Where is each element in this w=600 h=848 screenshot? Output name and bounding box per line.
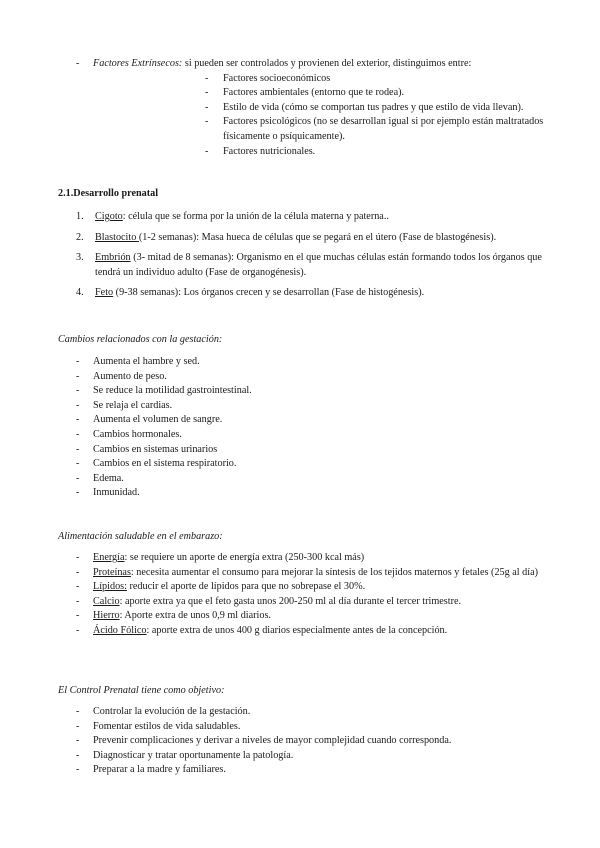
prenatal-control-list [0,705,600,778]
nutrient-text: : Aporte extra de unos 0,9 ml diarios. [119,610,271,622]
list-item: - Controlar la evolución de la gestación. [0,705,600,720]
list-item: - Aumenta el volumen de sangre. [0,413,600,428]
list-item: - Prevenir complicaciones y derivar a niveles de mayor complejidad cuando corresponda. [0,734,600,749]
prenatal-control-list-block [0,705,600,778]
subsection-title: Alimentación saludable en el embarazo: [58,531,223,542]
stage-number: 1. [76,211,84,222]
nutrient-term: Proteínas [93,566,131,578]
nutrient-term: Energía [93,552,125,563]
extrinsic-factors-text: si pueden ser controlados y provienen del exterior, distinguimos entre: [182,58,472,69]
list-item: - Se relaja el cardias. [0,399,600,414]
list-item: - Aumento de peso. [0,370,600,385]
stage-text: : célula que se forma por la unión de la célula materna y paterna.. [122,211,389,222]
nutrition-list-block [0,551,600,639]
list-item: - Aumenta el hambre y sed. [0,355,600,370]
stage-term: Cigoto [95,211,123,222]
nutrient-text: reducir el aporte de lípidos para que no sobrepase el 30%. [126,581,366,593]
list-item [0,624,600,639]
nutrient-term: Calcio [93,595,120,607]
stage-text: (1-2 semanas): Masa hueca de células que se pegará en el útero (Fase de blastogénesis). [138,231,497,243]
list-item: - Edema. [0,472,600,487]
nutrition-list [0,551,600,639]
extrinsic-factors-list [93,72,600,160]
section-heading: 2.1.Desarrollo prenatal [58,188,159,199]
list-item [0,580,600,595]
nutrient-term: Ácido Fólico [93,624,147,636]
list-item: - Cambios hormonales. [0,428,600,443]
extrinsic-factors-section [0,57,600,159]
list-item [0,551,600,566]
nutrient-text: : aporte extra ya que el feto gasta unos 200-250 ml al día durante el tercer trimestre. [119,595,462,607]
subsection-title: El Control Prenatal tiene como objetivo: [58,685,225,696]
list-item: - Factores ambientales (entorno que te rodea). [93,86,600,101]
stage-number: 2. [76,231,84,243]
changes-list-block [0,355,600,501]
stage-item [0,231,600,246]
changes-section [0,333,600,348]
list-item: - Inmunidad. [0,486,600,501]
list-item: - Factores psicológicos (no se desarrollan igual si por ejemplo están maltratados físicamente o psíquicamente). [93,115,600,144]
changes-list [0,355,600,501]
nutrition-section [0,530,600,545]
list-item [0,566,600,581]
prenatal-control-section [0,684,600,699]
nutrient-text: : se requiere un aporte de energía extra (250-300 kcal más) [124,552,365,563]
list-item: - Preparar a la madre y familiares. [0,763,600,778]
stage-item [0,251,600,280]
subsection-title: Cambios relacionados con la gestación: [58,334,223,345]
stage-item [0,210,600,225]
list-item [0,609,600,624]
extrinsic-factors-title: Factores Extrínsecos: [93,58,183,69]
list-item: - Factores nutricionales. [93,145,600,160]
list-item: - Se reduce la motilidad gastrointestinal. [0,384,600,399]
stage-item [0,286,600,301]
stage-term: Embrión [95,252,131,264]
nutrient-term: Hierro [93,610,120,622]
list-item: - Factores socioeconómicos [93,72,600,87]
list-item: - Diagnosticar y tratar oportunamente la patología. [0,749,600,764]
list-item [0,595,600,610]
stage-term: Blastocito [95,231,139,243]
prenatal-stages [0,210,600,307]
stage-number: 3. [76,252,84,264]
stage-number: 4. [76,287,84,299]
list-item: - Fomentar estilos de vida saludables. [0,720,600,735]
nutrient-term: Lípidos: [93,581,127,593]
nutrient-text: : necesita aumentar el consumo para mejorar la síntesis de los tejidos maternos y fetales (25g al día) [130,566,539,578]
list-item: - Estilo de vida (cómo se comportan tus padres y que estilo de vida llevan). [93,101,600,116]
nutrient-text: : aporte extra de unos 400 g diarios especialmente antes de la concepción. [146,624,448,636]
list-item: - Cambios en sistemas urinarios [0,443,600,458]
list-item: - Cambios en el sistema respiratorio. [0,457,600,472]
prenatal-heading-block [0,187,600,202]
stage-text: (3- mitad de 8 semanas): Organismo en el que muchas células están formando todos los órganos que tendrá un individuo adulto (Fase de organogénesis). [95,252,542,278]
stage-term: Feto [95,287,114,299]
stage-text: (9-38 semanas): Los órganos crecen y se desarrollan (Fase de histogénesis). [113,287,425,299]
extrinsic-factors-item [0,57,600,159]
